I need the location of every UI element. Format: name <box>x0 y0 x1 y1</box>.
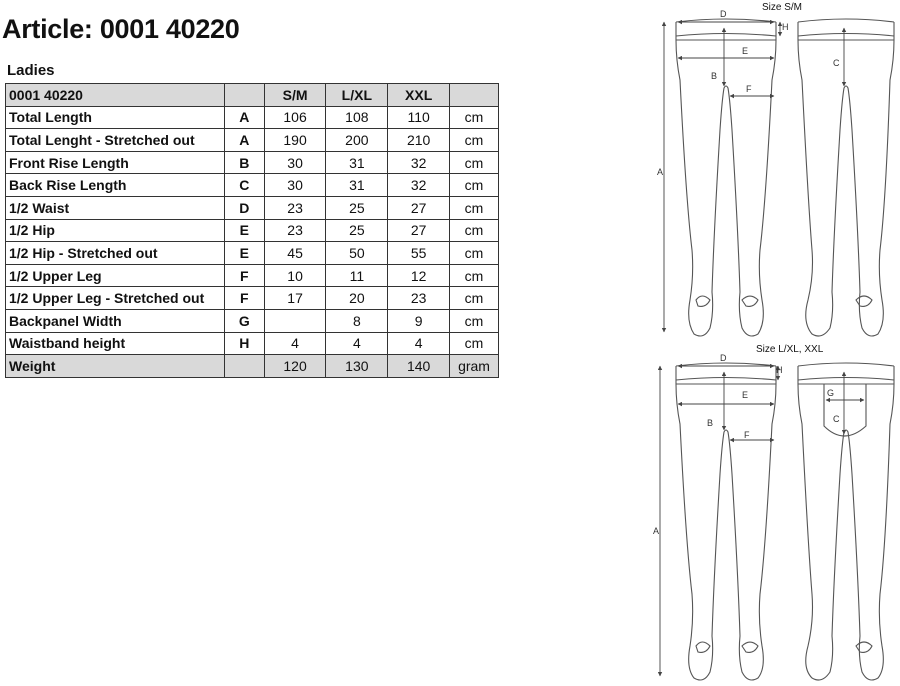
table-row <box>6 219 499 242</box>
row-code: A <box>224 106 264 129</box>
row-lxl: 108 <box>326 106 388 129</box>
table-row <box>6 287 499 310</box>
row-xxl: 210 <box>388 129 450 152</box>
diagram-top <box>657 2 894 336</box>
row-code: F <box>224 287 264 310</box>
row-unit: cm <box>450 106 499 129</box>
row-lxl: 25 <box>326 196 388 219</box>
row-xxl: 110 <box>388 106 450 129</box>
row-xxl: 32 <box>388 151 450 174</box>
row-code: E <box>224 242 264 265</box>
tights-front-bottom <box>676 363 776 680</box>
table-row <box>6 264 499 287</box>
row-sm: 45 <box>264 242 326 265</box>
page-title: Article: 0001 40220 <box>2 14 240 44</box>
row-lxl: 31 <box>326 151 388 174</box>
row-label: Waistband height <box>6 332 225 355</box>
row-label: Backpanel Width <box>6 309 225 332</box>
measure-f-top: F <box>746 84 752 94</box>
row-code: E <box>224 219 264 242</box>
row-code <box>224 355 264 378</box>
table-row <box>6 174 499 197</box>
row-code: D <box>224 196 264 219</box>
measure-d-top: D <box>720 9 727 19</box>
size-table <box>5 83 499 378</box>
row-label: 1/2 Waist <box>6 196 225 219</box>
table-row <box>6 129 499 152</box>
row-code: H <box>224 332 264 355</box>
row-unit: cm <box>450 309 499 332</box>
row-unit: gram <box>450 355 499 378</box>
row-xxl: 27 <box>388 196 450 219</box>
row-sm: 17 <box>264 287 326 310</box>
table-row <box>6 151 499 174</box>
row-code: F <box>224 264 264 287</box>
measure-e-top: E <box>742 46 749 56</box>
row-lxl: 4 <box>326 332 388 355</box>
row-label: 1/2 Hip - Stretched out <box>6 242 225 265</box>
measure-e-bottom: E <box>742 390 749 400</box>
row-code: A <box>224 129 264 152</box>
row-unit: cm <box>450 332 499 355</box>
row-xxl: 9 <box>388 309 450 332</box>
header-code <box>224 84 264 107</box>
measure-b-bottom: B <box>707 418 714 428</box>
table-row <box>6 242 499 265</box>
row-sm: 10 <box>264 264 326 287</box>
table-row <box>6 355 499 378</box>
row-lxl: 200 <box>326 129 388 152</box>
row-xxl: 23 <box>388 287 450 310</box>
row-lxl: 50 <box>326 242 388 265</box>
size-label-top: Size S/M <box>762 2 803 13</box>
row-unit: cm <box>450 174 499 197</box>
measure-h-bottom: H <box>776 365 783 375</box>
row-label: Weight <box>6 355 225 378</box>
header-sm: S/M <box>264 84 326 107</box>
row-sm: 23 <box>264 219 326 242</box>
header-xxl: XXL <box>388 84 450 107</box>
header-unit <box>450 84 499 107</box>
measure-c-top: C <box>833 58 840 68</box>
row-lxl: 11 <box>326 264 388 287</box>
row-unit: cm <box>450 287 499 310</box>
row-xxl: 32 <box>388 174 450 197</box>
measure-d-bottom: D <box>720 353 727 363</box>
header-lxl: L/XL <box>326 84 388 107</box>
row-sm: 30 <box>264 174 326 197</box>
diagram-bottom <box>653 344 894 680</box>
measure-f-bottom: F <box>744 430 750 440</box>
row-unit: cm <box>450 129 499 152</box>
measure-b-top: B <box>711 71 718 81</box>
measure-a-top: A <box>657 167 664 177</box>
section-subtitle: Ladies <box>7 62 55 79</box>
row-xxl: 12 <box>388 264 450 287</box>
row-xxl: 140 <box>388 355 450 378</box>
table-row <box>6 106 499 129</box>
row-lxl: 8 <box>326 309 388 332</box>
size-label-bottom: Size L/XL, XXL <box>756 344 824 355</box>
table-row <box>6 332 499 355</box>
row-lxl: 25 <box>326 219 388 242</box>
row-lxl: 130 <box>326 355 388 378</box>
row-label: 1/2 Hip <box>6 219 225 242</box>
row-label: 1/2 Upper Leg <box>6 264 225 287</box>
row-label: 1/2 Upper Leg - Stretched out <box>6 287 225 310</box>
row-label: Total Lenght - Stretched out <box>6 129 225 152</box>
row-label: Front Rise Length <box>6 151 225 174</box>
row-code: G <box>224 309 264 332</box>
row-xxl: 55 <box>388 242 450 265</box>
row-label: Total Length <box>6 106 225 129</box>
row-unit: cm <box>450 151 499 174</box>
row-unit: cm <box>450 242 499 265</box>
measure-a-bottom: A <box>653 526 660 536</box>
header-article: 0001 40220 <box>6 84 225 107</box>
row-xxl: 4 <box>388 332 450 355</box>
row-sm: 190 <box>264 129 326 152</box>
tights-back-top <box>798 19 894 336</box>
measure-c-bottom: C <box>833 414 840 424</box>
row-unit: cm <box>450 264 499 287</box>
table-row <box>6 196 499 219</box>
table-header-row <box>6 84 499 107</box>
row-sm: 106 <box>264 106 326 129</box>
row-code: B <box>224 151 264 174</box>
row-unit: cm <box>450 196 499 219</box>
row-label: Back Rise Length <box>6 174 225 197</box>
row-sm: 120 <box>264 355 326 378</box>
table-row <box>6 309 499 332</box>
row-sm: 30 <box>264 151 326 174</box>
tights-back-bottom <box>798 363 894 680</box>
row-sm: 4 <box>264 332 326 355</box>
row-sm: 23 <box>264 196 326 219</box>
measure-g-bottom: G <box>827 388 835 398</box>
tights-diagrams <box>640 0 900 686</box>
tights-front-top <box>676 19 776 336</box>
row-lxl: 31 <box>326 174 388 197</box>
row-sm <box>264 309 326 332</box>
row-lxl: 20 <box>326 287 388 310</box>
row-unit: cm <box>450 219 499 242</box>
measure-h-top: H <box>782 22 789 32</box>
row-code: C <box>224 174 264 197</box>
row-xxl: 27 <box>388 219 450 242</box>
